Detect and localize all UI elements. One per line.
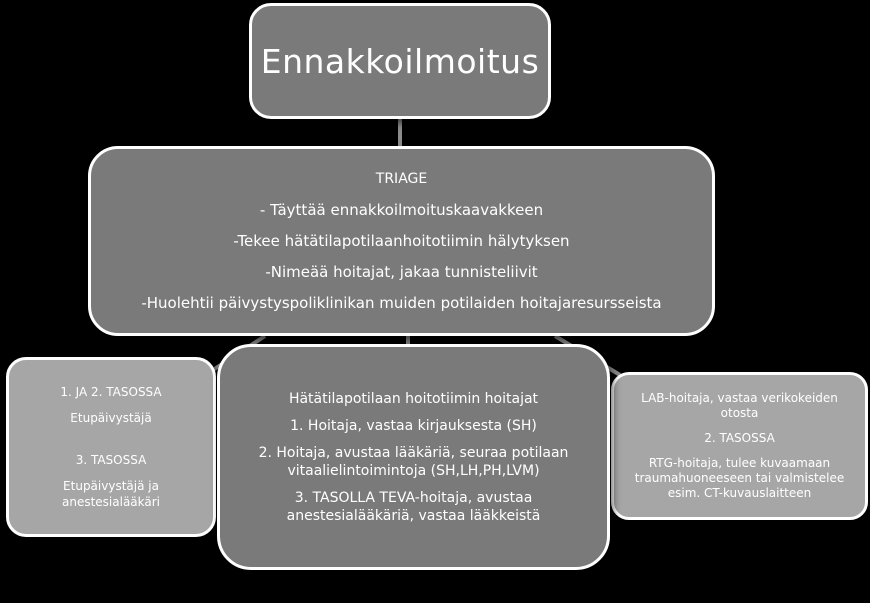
nurse-item: 1. Hoitaja, vastaa kirjauksesta (SH) — [290, 417, 537, 434]
triage-line: -Huolehtii päivystyspoliklinikan muiden potilaiden hoitajaresursseista — [141, 293, 662, 312]
left-role-2: Etupäivystäjä ja anestesialääkäri — [61, 479, 161, 509]
lab-nurse-text: LAB-hoitaja, vastaa verikokeiden otosta — [641, 391, 838, 420]
left-level-1-2: 1. JA 2. TASOSSA — [60, 385, 162, 399]
ennakkoilmoitus-box — [249, 3, 551, 119]
ennakkoilmoitus-title: Ennakkoilmoitus — [260, 41, 540, 81]
left-role-1: Etupäivystäjä — [70, 411, 152, 425]
lab-rtg-box — [611, 372, 868, 520]
triage-line: -Tekee hätätilapotilaanhoitotiimin hälytyksen — [233, 231, 570, 250]
nurse-team-title: Hätätilapotilaan hoitotiimin hoitajat — [288, 390, 539, 407]
right-level: 2. TASOSSA — [704, 431, 775, 445]
nurse-item: 2. Hoitaja, avustaa lääkäriä, seuraa potilaan vitaalielintoimintoja (SH,LH,PH,LVM) — [258, 444, 569, 479]
left-level-3: 3. TASOSSA — [75, 453, 147, 467]
triage-line: - Täyttää ennakkoilmoituskaavakkeen — [259, 200, 544, 219]
rtg-nurse-text: RTG-hoitaja, tulee kuvaamaan traumahuoneeseen tai valmistelee esim. CT-kuvauslaitteen — [634, 456, 845, 500]
nurse-team-box — [217, 344, 610, 570]
doctor-box — [6, 357, 216, 537]
triage-box — [88, 146, 715, 336]
triage-line: -Nimeää hoitajat, jakaa tunnisteliivit — [265, 262, 538, 281]
nurse-item: 3. TASOLLA TEVA-hoitaja, avustaa anestesialääkäriä, vastaa lääkkeistä — [286, 489, 541, 524]
triage-title: TRIAGE — [375, 170, 428, 187]
